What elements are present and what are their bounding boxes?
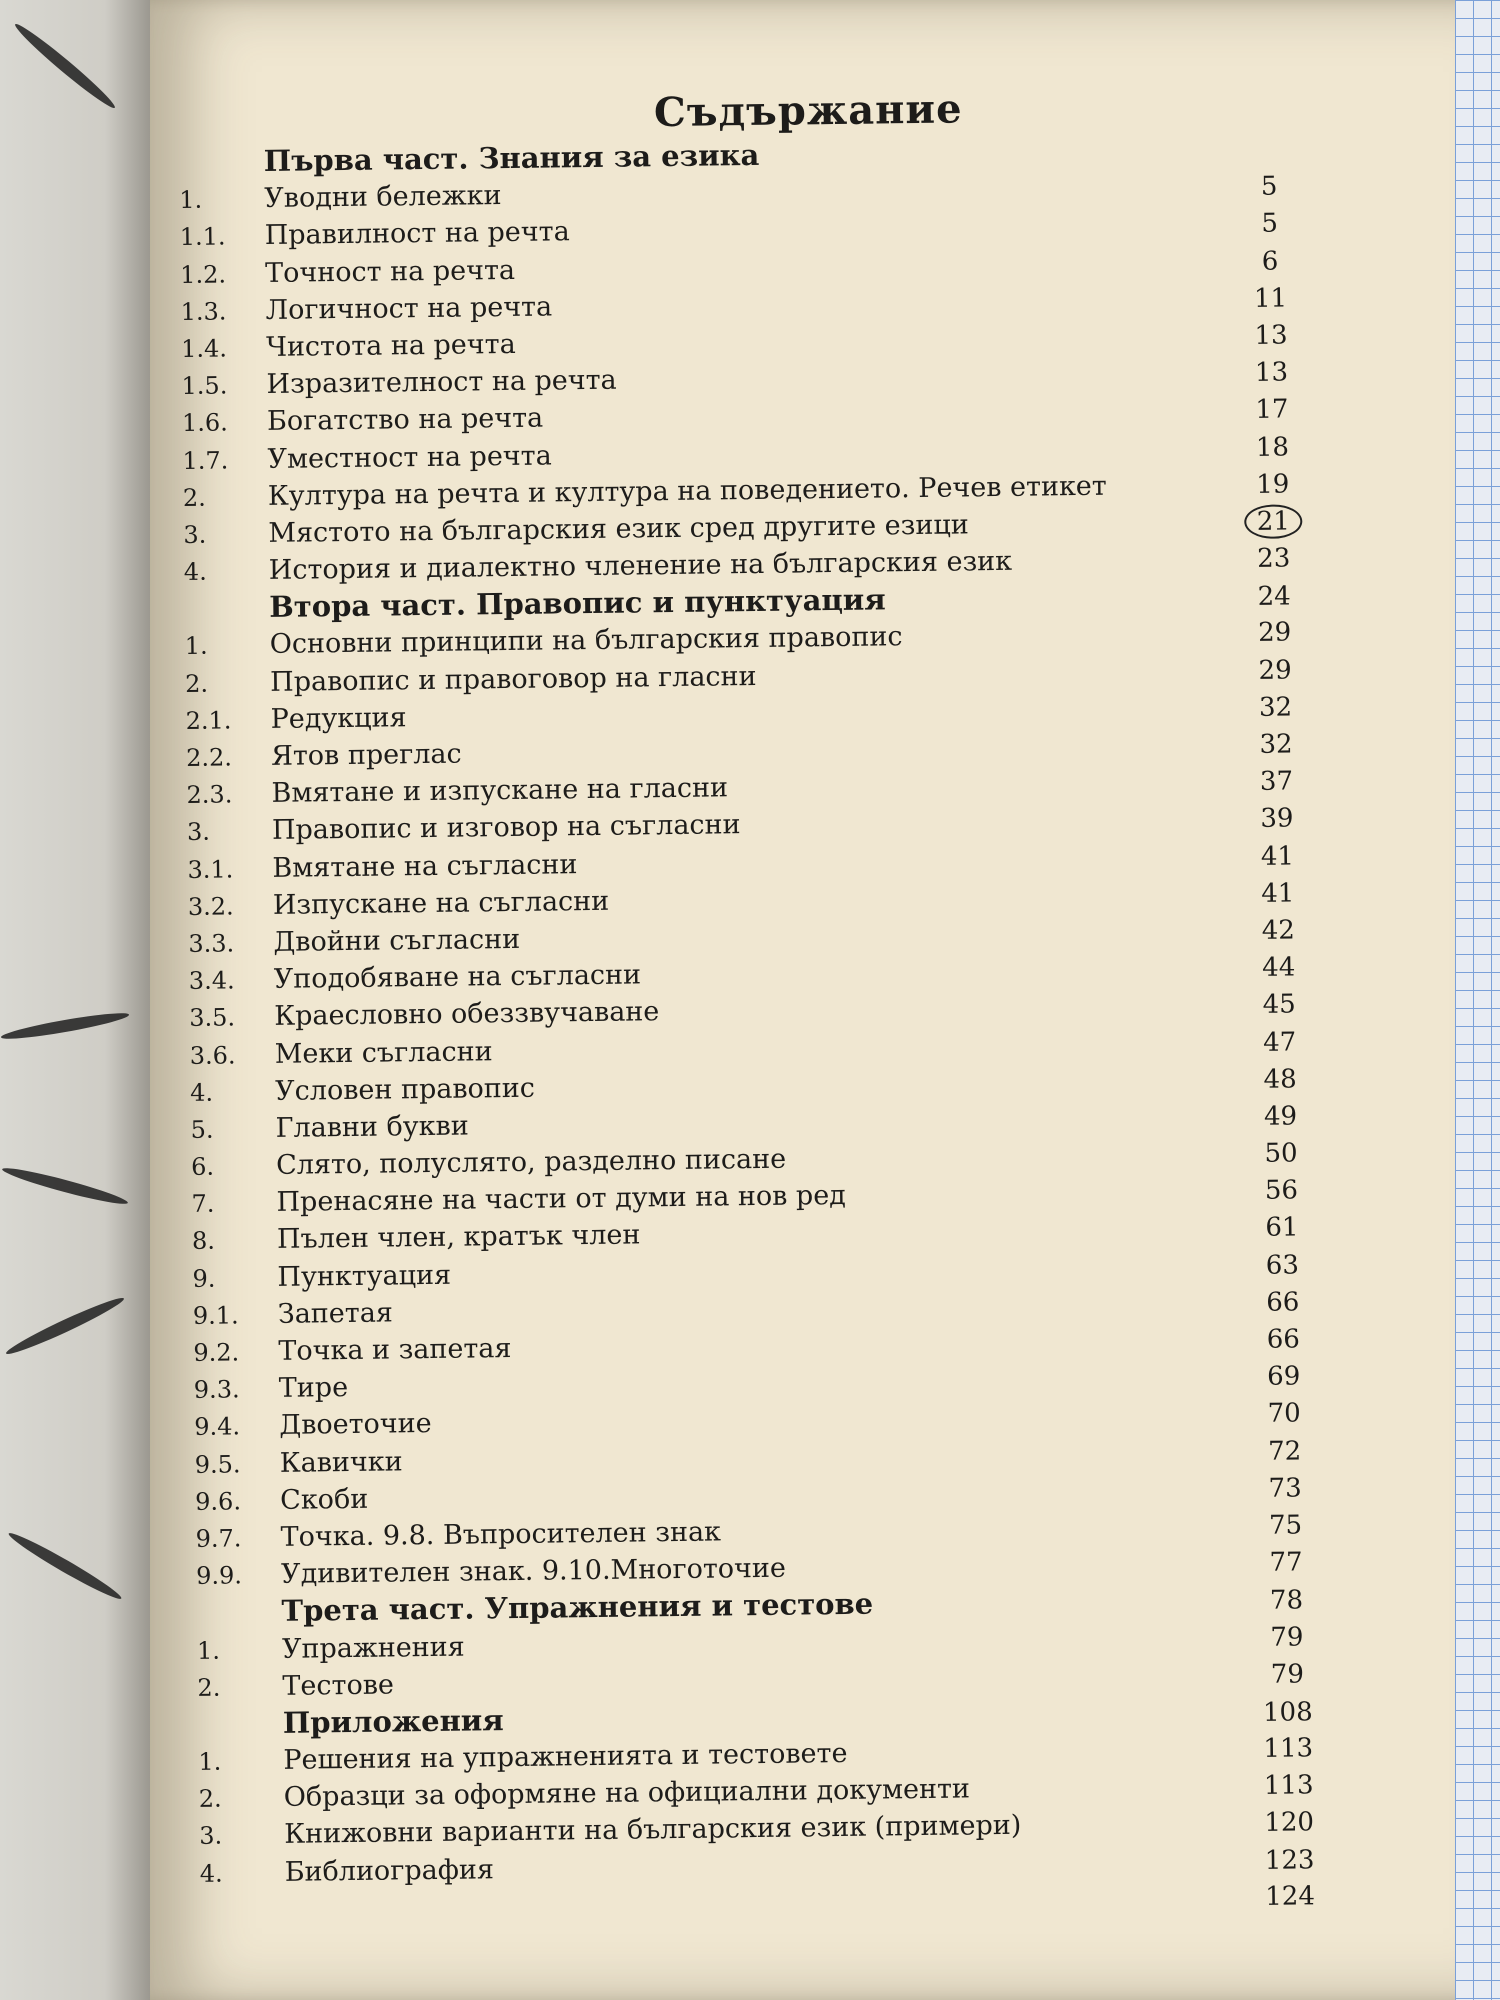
entry-page-number [1233, 503, 1313, 541]
entry-title: Чистота на речта [265, 328, 516, 363]
entry-title: Първа част. Знания за езика [263, 137, 760, 178]
entry-number: 3.1. [187, 854, 234, 884]
entry-title: Точност на речта [264, 254, 516, 289]
entry-title: Решения на упражненията и тестовете [283, 1738, 848, 1776]
entry-page-number: 5 [1261, 208, 1279, 240]
entry-number: 6. [190, 1152, 215, 1181]
entry-title: Уподобяване на съгласни [273, 959, 642, 996]
entry-number: 9.9. [195, 1561, 243, 1591]
entry-page-number: 63 [1265, 1250, 1300, 1281]
entry-number: 1.6. [181, 408, 228, 438]
entry-number [197, 1621, 282, 1622]
entry-page-number: 41 [1261, 878, 1295, 909]
entry-number: 2. [185, 669, 209, 698]
entry-page-number: 13 [1254, 357, 1289, 388]
handwriting-mark [11, 20, 118, 113]
entry-page-number: 50 [1264, 1138, 1298, 1169]
entry-number: 1.1. [179, 222, 226, 252]
entry-number: 2.3. [186, 780, 233, 810]
entry-page-number: 19 [1256, 469, 1290, 500]
entry-title: Богатство на речта [266, 402, 544, 438]
entry-number: 3. [183, 520, 207, 549]
contents-page [150, 0, 1475, 2000]
entry-title: Логичност на речта [265, 291, 553, 326]
entry-page-number: 79 [1270, 1659, 1305, 1690]
entry-title: Точка. 9.8. Въпросителен знак [280, 1516, 722, 1553]
entry-title: Слято, полуслято, разделно писане [275, 1143, 787, 1181]
entry-page-number: 6 [1261, 246, 1279, 277]
entry-page-number: 66 [1266, 1287, 1300, 1318]
entry-number: 9. [192, 1264, 216, 1293]
entry-page-number: 73 [1268, 1473, 1302, 1504]
entry-page-number: 56 [1264, 1175, 1299, 1207]
entry-title: Точка и запетая [278, 1333, 512, 1367]
entry-title: Изпускане на съгласни [272, 885, 610, 921]
entry-number: 3.6. [189, 1040, 236, 1070]
handwriting-mark [1, 1163, 130, 1208]
entry-page-number: 41 [1260, 840, 1295, 872]
entry-number: 3. [199, 1822, 223, 1851]
entry-number: 9.1. [192, 1301, 239, 1330]
entry-page-number: 70 [1267, 1398, 1301, 1430]
entry-number: 3.2. [187, 892, 234, 921]
entry-number: 9.3. [193, 1375, 240, 1405]
entry-number: 4. [190, 1078, 214, 1107]
entry-page-number: 113 [1263, 1770, 1314, 1802]
entry-page-number: 61 [1265, 1212, 1299, 1244]
entry-number: 3. [186, 818, 211, 847]
entry-page-number: 18 [1255, 431, 1290, 463]
entry-title: Втора част. Правопис и пунктуация [269, 582, 886, 625]
entry-number: 8. [191, 1227, 216, 1256]
entry-number: 2.1. [185, 706, 232, 735]
handwriting-mark [6, 1528, 125, 1603]
entry-number: 3.5. [189, 1003, 236, 1033]
entry-title: Култура на речта и култура на поведението. Речев етикет [267, 470, 1107, 512]
entry-page-number: 32 [1259, 729, 1293, 760]
facing-page [0, 0, 150, 2000]
entry-page-number: 72 [1267, 1435, 1302, 1467]
entry-page-number: 42 [1261, 915, 1296, 946]
entry-title: Мястото на българския език сред другите езици [268, 509, 969, 549]
entry-title: Кавички [279, 1445, 403, 1479]
entry-title: Правопис и правоговор на гласни [269, 660, 757, 698]
entry-number: 2. [198, 1784, 222, 1814]
entry-number: 2. [197, 1673, 221, 1702]
toc-list [179, 130, 1331, 1929]
entry-page-number: 113 [1263, 1733, 1314, 1764]
entry-number: 4. [199, 1859, 223, 1888]
entry-page-number: 29 [1258, 655, 1292, 686]
entry-page-number [1229, 158, 1309, 159]
circled-page-number: 21 [1245, 504, 1303, 539]
entry-number: 9.7. [195, 1524, 242, 1553]
entry-title: Тестове [282, 1669, 395, 1702]
entry-page-number: 120 [1264, 1807, 1315, 1839]
entry-title: Запетая [277, 1297, 394, 1330]
entry-page-number: 79 [1270, 1621, 1304, 1653]
entry-number: 9.5. [194, 1449, 241, 1479]
entry-page-number: 29 [1257, 617, 1292, 649]
entry-page-number: 17 [1255, 394, 1289, 426]
entry-number: 7. [191, 1189, 215, 1219]
entry-number [184, 617, 269, 618]
entry-title: Упражнения [281, 1631, 465, 1665]
entry-title [285, 1905, 1250, 1917]
entry-title: Скоби [279, 1483, 369, 1516]
entry-title: Условен правопис [274, 1072, 536, 1107]
entry-number: 9.4. [194, 1412, 241, 1442]
entry-page-number: 5 [1260, 171, 1278, 202]
entry-number: 1. [198, 1747, 222, 1776]
entry-number [198, 1733, 283, 1734]
entry-title: Правилност на речта [264, 216, 570, 252]
entry-title: Вмятане на съгласни [272, 848, 578, 884]
entry-page-number: 66 [1266, 1324, 1301, 1355]
entry-number: 4. [183, 557, 207, 587]
entry-title: Основни принципи на българския правопис [269, 621, 903, 661]
entry-title: Изразителност на речта [266, 364, 617, 401]
entry-number: 3.4. [188, 966, 235, 996]
entry-title: Вмятане и изпускане на гласни [271, 772, 729, 810]
entry-title: Тире [278, 1372, 349, 1405]
entry-title: Приложения [282, 1703, 504, 1740]
entry-page-number: 11 [1253, 283, 1288, 314]
entry-number [179, 171, 264, 172]
entry-title: История и диалектно членение на българския език [268, 545, 1013, 586]
entry-number: 5. [190, 1115, 214, 1144]
entry-title: Пунктуация [277, 1259, 452, 1293]
entry-number: 1. [179, 185, 203, 215]
entry-title: Редукция [270, 702, 407, 735]
entry-title: Уводни бележки [264, 180, 502, 215]
entry-page-number: 32 [1258, 692, 1293, 723]
entry-number: 3.3. [188, 929, 235, 958]
entry-number: 1. [196, 1636, 221, 1665]
entry-number: 9.6. [195, 1487, 242, 1516]
entry-title: Двоеточие [279, 1408, 432, 1442]
entry-page-number: 45 [1262, 989, 1296, 1021]
entry-page-number: 37 [1259, 766, 1294, 798]
entry-title: Пълен член, кратък член [276, 1219, 641, 1256]
entry-page-number: 77 [1269, 1547, 1303, 1578]
entry-title: Правопис и изговор на съгласни [271, 809, 741, 847]
page-title: Съдържание [653, 85, 963, 137]
entry-page-number: 13 [1254, 320, 1288, 351]
entry-number [200, 1917, 285, 1918]
entry-title: Уместност на речта [267, 439, 552, 475]
entry-page-number: 47 [1262, 1026, 1297, 1058]
entry-page-number: 75 [1268, 1510, 1303, 1541]
entry-title: Меки съгласни [274, 1035, 493, 1070]
entry-title: Образци за оформяне на официални документи [283, 1773, 971, 1814]
entry-page-number: 48 [1263, 1064, 1297, 1095]
entry-title: Удивителен знак. 9.10.Многоточие [280, 1552, 787, 1590]
entry-number: 1.3. [180, 297, 227, 326]
entry-title: Библиография [284, 1853, 495, 1888]
entry-number: 1.2. [180, 259, 227, 289]
entry-page-number: 44 [1262, 952, 1296, 983]
entry-title: Пренасяне на части от думи на нов ред [276, 1180, 847, 1219]
entry-page-number: 49 [1263, 1101, 1298, 1132]
entry-number: 1.7. [182, 445, 229, 475]
entry-page-number: 78 [1269, 1585, 1304, 1617]
entry-number: 2. [182, 483, 206, 512]
entry-page-number: 69 [1267, 1361, 1301, 1392]
handwriting-mark [4, 1293, 127, 1359]
entry-number: 1.4. [180, 334, 228, 363]
grid-paper-background [1455, 0, 1500, 2000]
entry-page-number: 24 [1257, 581, 1291, 613]
entry-number: 1. [184, 632, 208, 661]
entry-title: Главни букви [275, 1110, 469, 1144]
entry-title: Двойни съгласни [273, 923, 521, 958]
entry-title: Ятов преглас [270, 738, 462, 772]
entry-title: Книжовни варианти на българския език (примери) [284, 1810, 1022, 1851]
entry-page-number: 124 [1265, 1881, 1316, 1912]
entry-number: 2.2. [185, 743, 233, 772]
entry-title: Краесловно обеззвучаване [274, 996, 660, 1033]
entry-page-number: 23 [1257, 543, 1291, 574]
handwriting-mark [0, 1009, 130, 1043]
entry-page-number: 108 [1262, 1697, 1313, 1728]
entry-page-number: 123 [1264, 1844, 1315, 1876]
entry-number: 1.5. [181, 371, 228, 401]
table-of-contents [178, 81, 1330, 1929]
entry-page-number: 39 [1260, 803, 1294, 835]
entry-title: Трета част. Упражнения и тестове [281, 1586, 874, 1629]
entry-number: 9.2. [193, 1338, 240, 1367]
